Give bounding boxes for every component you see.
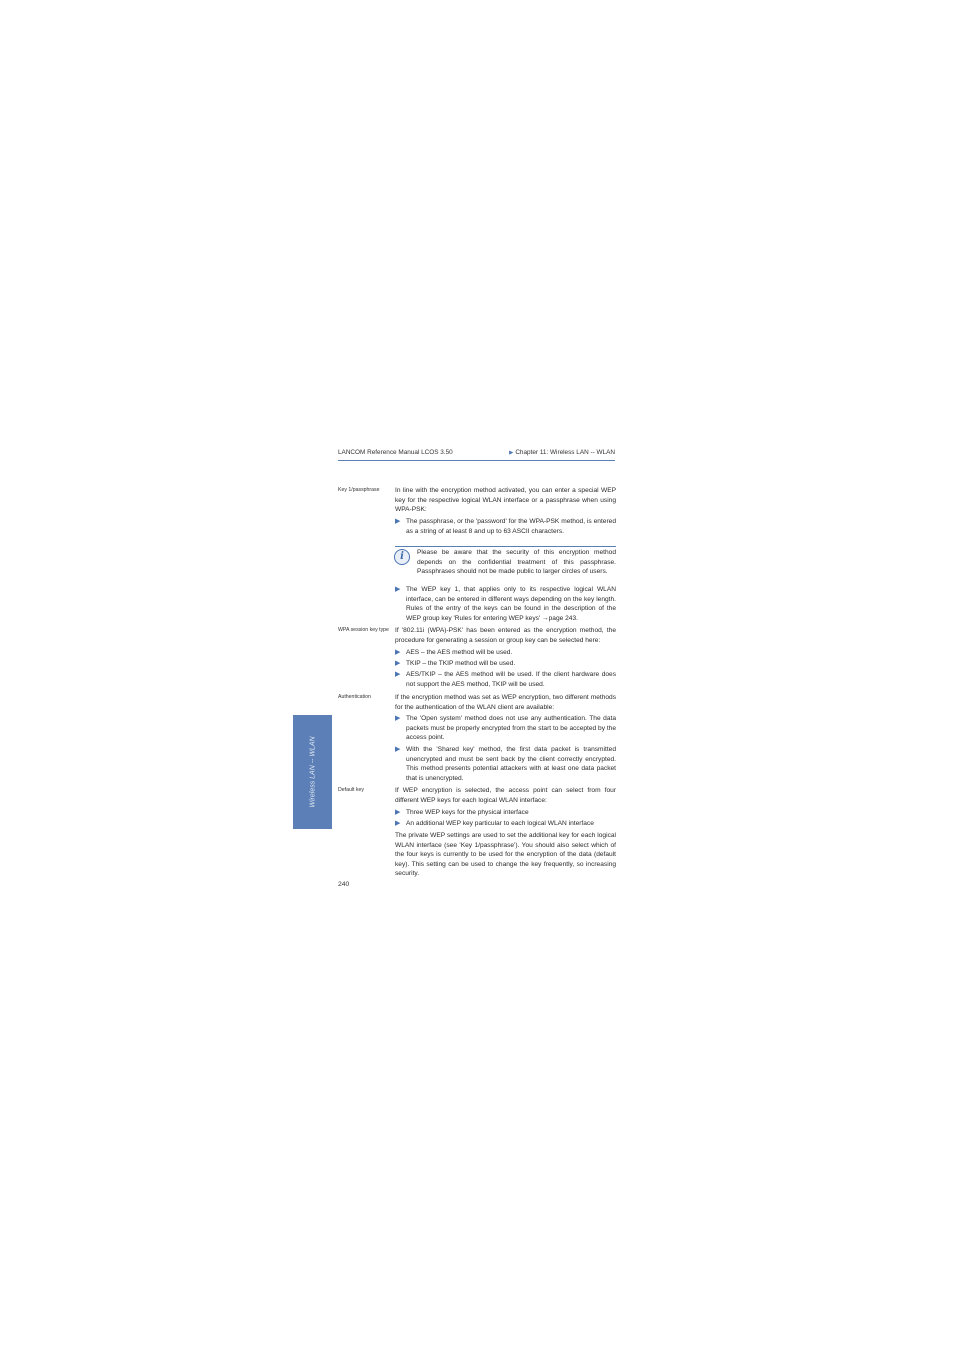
list-item-text: TKIP – the TKIP method will be used. <box>406 660 516 667</box>
auth-intro: If the encryption method was set as WEP encryption, two different methods for the authentication of the WLAN client are available: <box>395 694 616 711</box>
label-key1-passphrase: Key 1/passphrase <box>338 487 380 493</box>
list-item-text: The 'Open system' method does not use any authentication. The data packets must be properly encrypted from the start to be accepted by the access point. <box>406 715 617 742</box>
defkey-outro: The private WEP settings are used to set the additional key for each logical WLAN interface (see 'Key 1/passphrase'). You should also select which of the four keys is currently to be used for the encryption of the data (default key). This setting can be used to change the key frequently, so increasing security. <box>395 832 616 878</box>
header-chapter <box>509 449 615 456</box>
bullet-arrow-icon: ▶ <box>395 518 401 525</box>
list-item <box>395 745 616 783</box>
note-text: Please be aware that the security of this encryption method depends on the confidential treatment of this passphrase. Passphrases should not be made public to larger circles of users. <box>417 549 616 576</box>
list-item-text: The passphrase, or the 'password' for the WPA-PSK method, is entered as a string of at least 8 and up to 63 ASCII characters. <box>406 518 616 535</box>
list-item-text: Three WEP keys for the physical interface <box>406 809 529 816</box>
key1-intro: In line with the encryption method activated, you can enter a special WEP key for the respective logical WLAN interface or a passphrase when using WPA-PSK: <box>395 487 616 514</box>
label-authentication: Authentication <box>338 694 371 700</box>
list-item-text: With the 'Shared key' method, the first data packet is transmitted unencrypted and must be sent back by the client correctly encrypted. This method presents potential attackers with at least one data packet that is unencrypted. <box>406 746 616 782</box>
list-item <box>395 670 616 689</box>
list-item <box>395 808 616 818</box>
list-item-text: AES – the AES method will be used. <box>406 649 513 656</box>
bullet-arrow-icon: ▶ <box>395 660 401 667</box>
bullet-arrow-icon: ▶ <box>395 671 401 678</box>
bullet-arrow-icon: ▶ <box>395 746 401 753</box>
list-item <box>395 714 616 743</box>
label-wpa-session-key-type: WPA session key type <box>338 627 389 633</box>
bullet-arrow-icon: ▶ <box>395 809 401 816</box>
defkey-intro: If WEP encryption is selected, the access point can select from four different WEP keys for each logical WLAN interface: <box>395 787 616 804</box>
list-item <box>395 585 616 623</box>
list-item <box>395 648 616 658</box>
bullet-arrow-icon: ▶ <box>395 649 401 656</box>
list-item <box>395 517 616 536</box>
list-item <box>395 819 616 829</box>
list-item-text: AES/TKIP – the AES method will be used. If the client hardware does not support the AES method, TKIP will be used. <box>406 671 616 688</box>
side-tab-label: Wireless LAN -- WLAN <box>309 736 316 808</box>
list-item <box>395 659 616 669</box>
bullet-arrow-icon: ▶ <box>395 715 401 722</box>
label-default-key: Default key <box>338 787 364 793</box>
header-rule <box>338 460 615 461</box>
note-rule <box>395 546 616 547</box>
list-item-text: The WEP key 1, that applies only to its respective logical WLAN interface, can be entered in different ways depending on the key length. Rules of the entry of the keys can be found in the description of the WEP group key 'Rules for entering WEP keys' →page 243. <box>406 586 616 622</box>
bullet-arrow-icon: ▶ <box>395 586 401 593</box>
header-manual-title: LANCOM Reference Manual LCOS 3.50 <box>338 449 453 456</box>
list-item-text: An additional WEP key particular to each logical WLAN interface <box>406 820 594 827</box>
chapter-side-tab <box>293 715 332 829</box>
header-arrow-icon: ▶ <box>509 450 514 456</box>
header-chapter-title: Chapter 11: Wireless LAN -- WLAN <box>515 449 615 456</box>
bullet-arrow-icon: ▶ <box>395 820 401 827</box>
info-icon: i <box>394 549 410 565</box>
wpa-intro: If '802.11i (WPA)-PSK' has been entered as the encryption method, the procedure for generating a session or group key can be selected here: <box>395 627 616 644</box>
page-number: 240 <box>338 881 350 888</box>
